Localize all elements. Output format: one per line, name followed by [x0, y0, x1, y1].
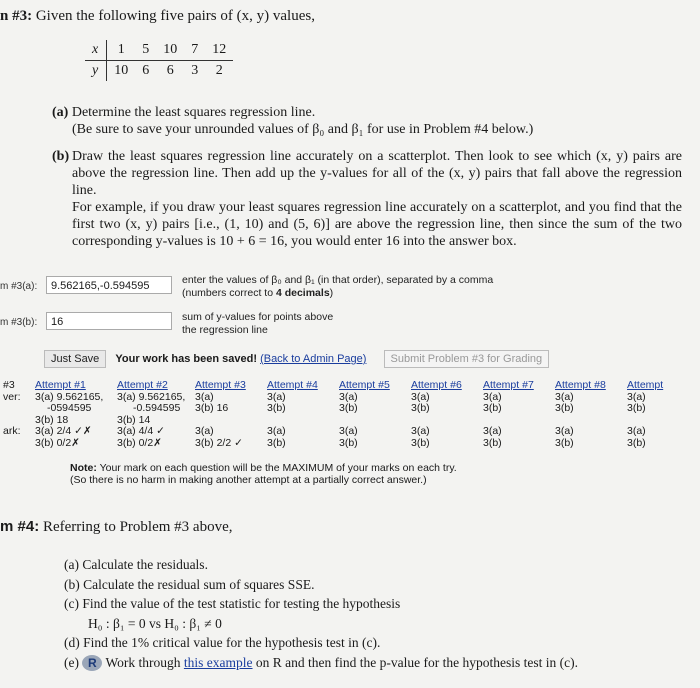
part-e-label: (e): [64, 654, 79, 670]
attempt-header[interactable]: Attempt #1: [35, 379, 86, 391]
problem4-parts: [64, 555, 578, 672]
mark-line: 3(a): [267, 425, 286, 437]
part-e-text-pre: Work through: [105, 654, 184, 670]
attempt-mark-cell: [624, 426, 680, 449]
attempt-answer-cell: [624, 392, 680, 427]
problem4-number: m #4:: [0, 518, 40, 535]
mark-line: 3(b) 0/2✗: [117, 436, 162, 449]
part-e-text-post: on R and then find the p-value for the hypothesis test in (c).: [252, 654, 578, 670]
problem3-number: n #3:: [0, 8, 33, 24]
answer-line: 3(b): [555, 402, 574, 414]
answer-line: 3(a): [411, 390, 430, 403]
note-text: Your mark on each question will be the MAXIMUM of your marks on each try.: [96, 462, 457, 474]
answer-line: 3(a) 9.562165,: [35, 390, 104, 403]
x-value: 7: [184, 40, 205, 61]
attempt-mark-cell: [192, 426, 264, 449]
note-line2: (So there is no harm in making another attempt at a partially correct answer.): [70, 474, 427, 486]
problem3-part-a: [52, 104, 672, 138]
attempt-answer-cell: [336, 392, 408, 427]
attempt-mark-cell: [480, 426, 552, 449]
problem4-prompt: Referring to Problem #3 above,: [42, 519, 233, 535]
mark-line: 3(a): [411, 425, 430, 437]
mark-line: 3(b): [627, 436, 646, 449]
answer-line: 3(b) 18: [35, 413, 69, 426]
answer-line: 3(a): [195, 390, 214, 403]
answer-line: 3(a): [339, 390, 358, 403]
part-a-label: (a): [52, 105, 69, 120]
marks-note: [70, 462, 457, 486]
answer-line: 3(b): [339, 402, 358, 414]
attempt-answer-cell: [264, 392, 336, 427]
mark-line: 3(a): [195, 425, 214, 437]
answer-3a-hint-line1: enter the values of β₀ and β₁ (in that order), separated by a comma: [182, 274, 494, 286]
attempt-header[interactable]: Attempt: [627, 379, 664, 391]
attempt-header[interactable]: Attempt #8: [555, 379, 606, 391]
attempt-answer-cell: [552, 392, 624, 427]
mark-line: 3(a): [483, 425, 502, 437]
part-b-instructions: Draw the least squares regression line accurately on a scatterplot. Then look to see which (x, y) pairs are above the regression line. Then add up the y-values for all of the (x, y) pairs that fall above the regression line.: [72, 149, 682, 198]
part-a-note: (Be sure to save your unrounded values of β₀ and β₁ for use in Problem #4 below.): [72, 122, 534, 137]
y-value: 10: [114, 63, 129, 78]
answer-3b-hint: [182, 311, 382, 337]
mark-line: 3(b): [483, 436, 502, 449]
answer-line: 3(a): [483, 390, 502, 403]
problem3-part-b: [52, 148, 682, 250]
y-value: 3: [191, 63, 199, 78]
part-b-label: (b): [52, 149, 70, 164]
mark-line: 3(a) 2/4 ✓✗: [35, 425, 92, 437]
answer-3a-hint-bold: 4 decimals: [275, 287, 330, 299]
answer-3a-label: m #3(a):: [0, 281, 38, 292]
answers-row: [0, 392, 680, 427]
answer-line: 3(b): [483, 402, 502, 414]
just-save-button[interactable]: Just Save: [44, 350, 106, 368]
problem4-part-a: (a) Calculate the residuals.: [64, 557, 208, 572]
problem4-part-b: (b) Calculate the residual sum of squares SSE.: [64, 576, 315, 592]
mark-line: 3(b): [339, 436, 358, 449]
answer-3a-hint-pre: (numbers correct to: [182, 287, 276, 299]
attempt-answer-cell: [192, 392, 264, 427]
part-b-example: For example, if you draw your least squares regression line accurately on a scatterplot, and you find that the first two (x, y) pairs [i.e., (1, 10) and (5, 6)] are above the regression line, then since the sum of the two corresponding y-values is 10 + 6 = 16, you would enter 16 into the answer box.: [72, 200, 682, 249]
answers-row-label: ver:: [3, 390, 21, 403]
attempt-mark-cell: [408, 426, 480, 449]
attempt-answer-cell: [32, 392, 114, 427]
attempt-header[interactable]: Attempt #4: [267, 379, 318, 391]
save-row: [44, 350, 549, 368]
problem3-title: [0, 8, 315, 25]
answer-line: 3(a) 9.562165,: [117, 390, 186, 403]
answer-line: 3(b): [411, 402, 430, 414]
answer-3b-hint-line2: the regression line: [182, 324, 268, 336]
answer-3a-input[interactable]: 9.562165,-0.594595: [46, 276, 172, 294]
hypothesis-statement: H₀ : β₁ = 0 vs H₀ : β₁ ≠ 0: [88, 615, 222, 631]
r-logo-icon: R: [82, 655, 102, 671]
attempt-mark-cell: [32, 426, 114, 449]
attempt-mark-cell: [336, 426, 408, 449]
y-value: 2: [215, 63, 223, 78]
this-example-link[interactable]: this example: [183, 654, 253, 670]
back-to-admin-link[interactable]: (Back to Admin Page): [260, 353, 367, 365]
attempt-mark-cell: [114, 426, 192, 449]
problem4-part-d: (d) Find the 1% critical value for the hypothesis test in (c).: [64, 635, 381, 650]
attempt-answer-cell: [480, 392, 552, 427]
xy-data-table: [85, 40, 233, 81]
problem3-prompt: Given the following five pairs of (x, y) values,: [35, 8, 315, 24]
attempt-answer-cell: [114, 392, 192, 427]
attempts-table: [0, 380, 680, 449]
mark-line: 3(b): [555, 436, 574, 449]
mark-line: 3(b) 2/2 ✓: [195, 436, 243, 449]
attempts-corner: #3: [3, 379, 15, 391]
problem4-title: [0, 518, 232, 536]
answer-3b-label: m #3(b):: [0, 317, 38, 328]
answer-line: 3(b): [627, 402, 646, 414]
mark-line: 3(b) 0/2✗: [35, 436, 80, 449]
problem4-part-e: [64, 653, 578, 673]
answer-line: 3(a): [555, 390, 574, 403]
problem4-part-c: (c) Find the value of the test statistic for testing the hypothesis: [64, 596, 401, 611]
answer-3b-input[interactable]: 16: [46, 312, 172, 330]
mark-line: 3(b): [411, 436, 430, 449]
answer-line: 3(a): [267, 390, 286, 403]
attempt-mark-cell: [264, 426, 336, 449]
note-label: Note:: [70, 462, 97, 474]
attempt-header[interactable]: Attempt #7: [483, 379, 534, 391]
answer-line: 3(b) 14: [117, 413, 151, 426]
x-value: 12: [205, 40, 233, 61]
answer-3a-hint: [182, 274, 522, 300]
y-header: y: [85, 61, 107, 82]
submit-grading-button[interactable]: Submit Problem #3 for Grading: [384, 350, 550, 368]
attempt-answer-cell: [408, 392, 480, 427]
marks-row-label: ark:: [3, 425, 21, 437]
attempt-mark-cell: [552, 426, 624, 449]
answer-line: 3(a): [627, 390, 646, 403]
y-value: 6: [142, 63, 150, 78]
attempt-header[interactable]: Attempt #3: [195, 379, 246, 391]
part-a-text: Determine the least squares regression line.: [71, 105, 316, 120]
x-value: 1: [107, 40, 136, 61]
answer-3a-hint-post: ): [329, 287, 334, 299]
x-value: 5: [135, 40, 156, 61]
mark-line: 3(a): [627, 425, 646, 437]
mark-line: 3(b): [267, 436, 286, 449]
answer-line: 3(b): [267, 402, 286, 414]
attempt-header[interactable]: Attempt #6: [411, 379, 462, 391]
marks-row: [0, 426, 680, 449]
attempt-header[interactable]: Attempt #2: [117, 379, 168, 391]
answer-line: -0594595: [47, 402, 92, 414]
answer-line: 3(b) 16: [195, 402, 229, 414]
x-value: 10: [156, 40, 184, 61]
save-message: Your work has been saved!: [115, 353, 257, 365]
answer-3a-hint-line2: [182, 287, 522, 300]
attempt-header[interactable]: Attempt #5: [339, 379, 390, 391]
y-value: 6: [166, 63, 174, 78]
mark-line: 3(a): [555, 425, 574, 437]
mark-line: 3(a) 4/4 ✓: [117, 425, 165, 437]
answer-line: -0.594595: [133, 402, 181, 414]
x-header: x: [85, 40, 107, 61]
mark-line: 3(a): [339, 425, 358, 437]
answer-3b-hint-line1: sum of y-values for points above: [182, 311, 334, 323]
